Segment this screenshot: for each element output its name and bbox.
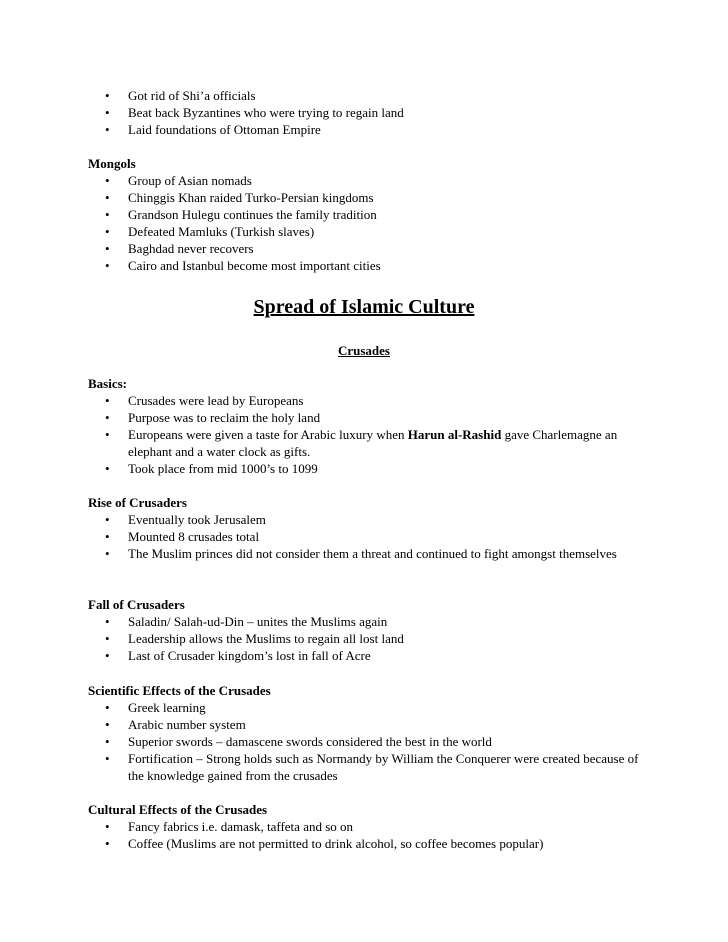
list-item: • Fortification – Strong holds such as Normandy by William the Conquerer were created because of the knowledge gained from the crusades xyxy=(105,751,639,783)
bullet-icon: • xyxy=(105,751,110,766)
bullet-icon: • xyxy=(105,529,110,544)
bullet-icon: • xyxy=(105,461,110,476)
list-item: • Mounted 8 crusades total xyxy=(105,529,260,544)
list-item: • Arabic number system xyxy=(105,717,246,732)
list-item: • Beat back Byzantines who were trying to regain land xyxy=(105,105,404,120)
section-heading: Mongols xyxy=(88,156,136,171)
list-item: • Chinggis Khan raided Turko-Persian kingdoms xyxy=(105,190,374,205)
list-item: • Last of Crusader kingdom’s lost in fall of Acre xyxy=(105,648,371,663)
section-subtitle: Crusades xyxy=(337,343,390,358)
section-heading: Scientific Effects of the Crusades xyxy=(88,683,271,698)
bullet-icon: • xyxy=(105,700,110,715)
list-item: • Crusades were lead by Europeans xyxy=(105,393,304,408)
list-item: • Eventually took Jerusalem xyxy=(105,512,266,527)
bullet-icon: • xyxy=(105,258,110,273)
bullet-icon: • xyxy=(105,393,110,408)
list-item: • Saladin/ Salah-ud-Din – unites the Muslims again xyxy=(105,614,388,629)
bullet-icon: • xyxy=(105,614,110,629)
bullet-icon: • xyxy=(105,717,110,732)
list-item: • Europeans were given a taste for Arabic luxury when Harun al-Rashid gave Charlemagne an elephant and a water clock as gifts. xyxy=(105,427,618,459)
bullet-icon: • xyxy=(105,224,110,239)
list-item: • Leadership allows the Muslims to regain all lost land xyxy=(105,631,404,646)
page-title: Spread of Islamic Culture xyxy=(253,296,475,318)
rise-section xyxy=(88,494,648,562)
rise-list xyxy=(88,511,648,562)
bullet-icon: • xyxy=(105,173,110,188)
bullet-icon: • xyxy=(105,241,110,256)
list-item: • Purpose was to reclaim the holy land xyxy=(105,410,321,425)
list-item: • Took place from mid 1000’s to 1099 xyxy=(105,461,318,476)
mongols-list xyxy=(88,172,648,274)
bullet-icon: • xyxy=(105,836,110,851)
intro-section xyxy=(88,87,648,138)
list-item: • Greek learning xyxy=(105,700,206,715)
bullet-icon: • xyxy=(105,631,110,646)
bullet-icon: • xyxy=(105,410,110,425)
list-item: • Laid foundations of Ottoman Empire xyxy=(105,122,321,137)
basics-section xyxy=(88,375,648,477)
basics-list xyxy=(88,392,648,477)
bullet-icon: • xyxy=(105,190,110,205)
section-heading: Fall of Crusaders xyxy=(88,597,185,612)
bullet-icon: • xyxy=(105,88,110,103)
bullet-icon: • xyxy=(105,819,110,834)
bold-name: Harun al-Rashid xyxy=(407,427,502,442)
section-heading: Cultural Effects of the Crusades xyxy=(88,802,268,817)
list-item: • Got rid of Shi’a officials xyxy=(105,88,256,103)
fall-list xyxy=(88,613,648,664)
bullet-icon: • xyxy=(105,512,110,527)
bullet-icon: • xyxy=(105,734,110,749)
cultural-section xyxy=(88,801,648,852)
scientific-section xyxy=(88,682,648,784)
fall-section xyxy=(88,596,648,664)
bullet-icon: • xyxy=(105,648,110,663)
list-item: • Defeated Mamluks (Turkish slaves) xyxy=(105,224,315,239)
list-item: • Group of Asian nomads xyxy=(105,173,252,188)
list-item: • Fancy fabrics i.e. damask, taffeta and so on xyxy=(105,819,354,834)
list-item: • The Muslim princes did not consider them a threat and continued to fight amongst themselves xyxy=(105,546,617,561)
cultural-list xyxy=(88,818,648,852)
list-item: • Grandson Hulegu continues the family tradition xyxy=(105,207,377,222)
bullet-icon: • xyxy=(105,546,110,561)
list-item: • Baghdad never recovers xyxy=(105,241,254,256)
scientific-list xyxy=(88,699,648,784)
list-item: • Superior swords – damascene swords considered the best in the world xyxy=(105,734,492,749)
section-heading: Rise of Crusaders xyxy=(88,495,187,510)
intro-list xyxy=(88,87,648,138)
bullet-icon: • xyxy=(105,427,110,442)
bullet-icon: • xyxy=(105,122,110,137)
section-heading: Basics: xyxy=(88,376,127,391)
bullet-icon: • xyxy=(105,105,110,120)
list-item: • Coffee (Muslims are not permitted to drink alcohol, so coffee becomes popular) xyxy=(105,836,544,851)
bullet-icon: • xyxy=(105,207,110,222)
list-item: • Cairo and Istanbul become most important cities xyxy=(105,258,381,273)
mongols-section xyxy=(88,155,648,274)
